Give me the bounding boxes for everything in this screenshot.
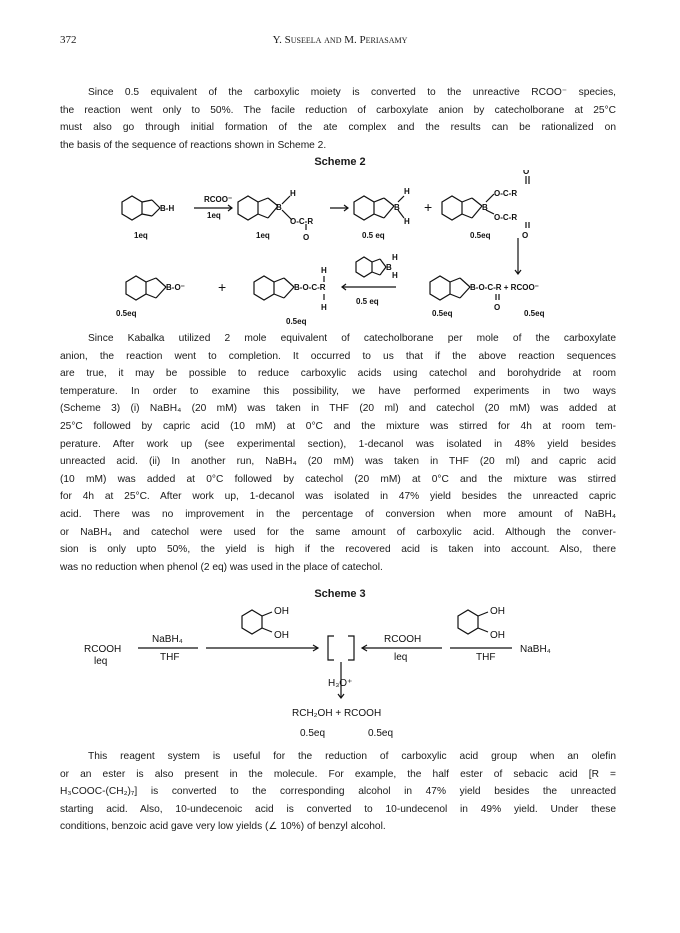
acyloxy-rcoo-label: B-O-C-R + RCOO⁻	[470, 283, 539, 292]
text-line: or NaBH₄ and catechol were used for the same amount of carboxylic acid. Although the conver-	[60, 526, 616, 538]
eq-label: 0.5eq	[432, 309, 453, 318]
catecholborane-reagent	[356, 257, 386, 277]
oxygen-label: O	[494, 303, 501, 312]
reagent-label: RCOO⁻	[204, 195, 233, 204]
oh-label: OH	[490, 630, 505, 641]
bh-label: B-H	[160, 204, 175, 213]
leq-label: leq	[94, 656, 108, 667]
oh-label: OH	[274, 630, 289, 641]
hydrogen-label: H	[321, 303, 327, 312]
acyloxy-label: O-C-R	[494, 213, 518, 222]
acyloxy-label: O-C-R	[290, 217, 314, 226]
text-line: temperature. In order to examine this possibility, we have performed experiments in two ways	[60, 385, 616, 397]
text-line: are true, it may be possible to reduce carboxylic acids using catechol and borohydride at room	[60, 368, 616, 380]
scheme-2-title: Scheme 2	[314, 156, 366, 168]
nabh4-label: NaBH₄	[520, 644, 551, 655]
oxygen-label: O	[303, 233, 310, 242]
eq-label: 1eq	[134, 231, 148, 240]
eq-label: 0.5 eq	[356, 297, 379, 306]
hydrogen-label: H	[404, 217, 410, 226]
eq-label: 0.5eq	[470, 231, 491, 240]
text-line: This reagent system is useful for the reduction of carboxylic acid group when an olefin	[88, 751, 616, 762]
hydrogen-label: H	[404, 187, 410, 196]
hydrogen-label: H	[392, 253, 398, 262]
scheme-2-diagram	[110, 170, 580, 330]
text-line: for 4h at 25°C. After work up, 1-decanol was isolated in 47% yield besides the unreacted capric	[60, 491, 616, 503]
oh-label: OH	[274, 606, 289, 617]
alkoxy-label: B-O-C-R	[294, 283, 326, 292]
paragraph-3	[60, 748, 616, 836]
text-line: 25°C followed by capric acid (10 mM) at 0°C and the mixture was stirred for 4h at room tem-	[60, 420, 616, 432]
reagent-eq-label: 1eq	[207, 211, 221, 220]
acyloxy-label: O-C-R	[494, 189, 518, 198]
boron-label: B	[276, 203, 282, 212]
product-label: RCH₂OH + RCOOH	[292, 708, 382, 719]
text-line: conditions, benzoic acid gave very low yields (∠ 10%) of benzyl alcohol.	[60, 821, 386, 833]
text-line: perature. After work up (see experimental section), 1-decanol was isolated in 48% yield besides	[60, 438, 616, 450]
text-line: or an ester is also present in the molecule. For example, the half ester of sebacic acid [R =	[60, 768, 616, 780]
catechol-structure	[242, 610, 272, 634]
boron-label: B	[386, 263, 392, 272]
hydrogen-label: H	[392, 271, 398, 280]
boron-label: B	[394, 203, 400, 212]
catecholborane-structure	[122, 196, 160, 220]
eq-label: 0.5 eq	[362, 231, 385, 240]
eq-label: 0.5eq	[524, 309, 545, 318]
text-line: the basis of the sequence of reactions shown in Scheme 2.	[60, 139, 327, 151]
text-line: H₃COOC-(CH₂)₇] is converted to the corresponding alcohol in 47% yield besides the unreacted	[60, 786, 616, 798]
plus-sign: +	[218, 279, 227, 295]
h3o-label: H₃O⁺	[328, 678, 353, 689]
text-line: Since Kabalka utilized 2 mole equivalent of catecholborane per mole of the carboxylate	[88, 333, 616, 344]
paragraph-1	[60, 84, 616, 154]
text-line: sion is only upto 50%, the yield is high if the recovered acid is taken into account. Also, there	[60, 544, 616, 556]
thf-label: THF	[160, 652, 180, 663]
text-line: was no reduction when phenol (2 eq) was used in the place of catechol.	[60, 561, 383, 573]
borate-anion-label: B-O⁻	[166, 283, 185, 292]
eq-label: 1eq	[256, 231, 270, 240]
text-line: Since 0.5 equivalent of the carboxylic moiety is converted to the unreactive RCOO⁻ species,	[88, 87, 616, 98]
eq-label: 0.5eq	[286, 317, 307, 326]
scheme-3-diagram	[80, 602, 600, 744]
oxygen-label: O	[522, 231, 529, 240]
rcooh-label: RCOOH	[384, 634, 422, 645]
plus-sign: +	[424, 199, 433, 215]
catechol-structure	[458, 610, 488, 634]
scheme-3-title: Scheme 3	[314, 588, 366, 600]
eq-label: 0.5eq	[116, 309, 137, 318]
nabh4-label: NaBH₄	[152, 634, 183, 645]
text-line: must also go through initial formation of the ate complex and the results can be rationalized on	[60, 122, 616, 134]
text-line: (Scheme 3) (i) NaBH₄ (20 mM) was taken in THF (20 ml) and catechol (20 mM) was added at	[60, 403, 616, 415]
text-line: starting acid. Also, 10-undecenoic acid is converted to 10-undecenol in 49% yield. Under these	[60, 803, 616, 815]
rcooh-label: RCOOH	[84, 644, 122, 655]
text-line: unreacted acid. (ii) In another run, NaBH₄ (20 mM) was taken in THF (20 ml) and capric acid	[60, 456, 616, 468]
borate-anion-structure	[126, 276, 166, 300]
oh-label: OH	[490, 606, 505, 617]
thf-label: THF	[476, 652, 496, 663]
hydrogen-label: H	[321, 266, 327, 275]
paragraph-2	[60, 330, 616, 576]
text-line: (10 mM) was added at 0°C followed by catechol (20 mM) at 0°C and the mixture was stirred	[60, 473, 616, 485]
oxygen-label: O	[523, 170, 530, 176]
yield-label: 0.5eq	[300, 728, 326, 739]
boron-label: B	[482, 203, 488, 212]
page-number: 372	[60, 34, 77, 46]
hydrogen-label: H	[290, 189, 296, 198]
text-line: anion, the reaction went to completion. It occurred to us that if the above reaction sequences	[60, 350, 616, 362]
running-head: Y. Suseela and M. Periasamy	[272, 34, 408, 46]
text-line: acid. There was no improvement in the percentage of conversion when more amount of NaBH₄	[60, 508, 616, 520]
text-line: the reaction went only to 50%. The facile reduction of carboxylate anion by catecholborane at 25°C	[60, 104, 616, 116]
yield-label: 0.5eq	[368, 728, 394, 739]
leq-label: leq	[394, 652, 408, 663]
